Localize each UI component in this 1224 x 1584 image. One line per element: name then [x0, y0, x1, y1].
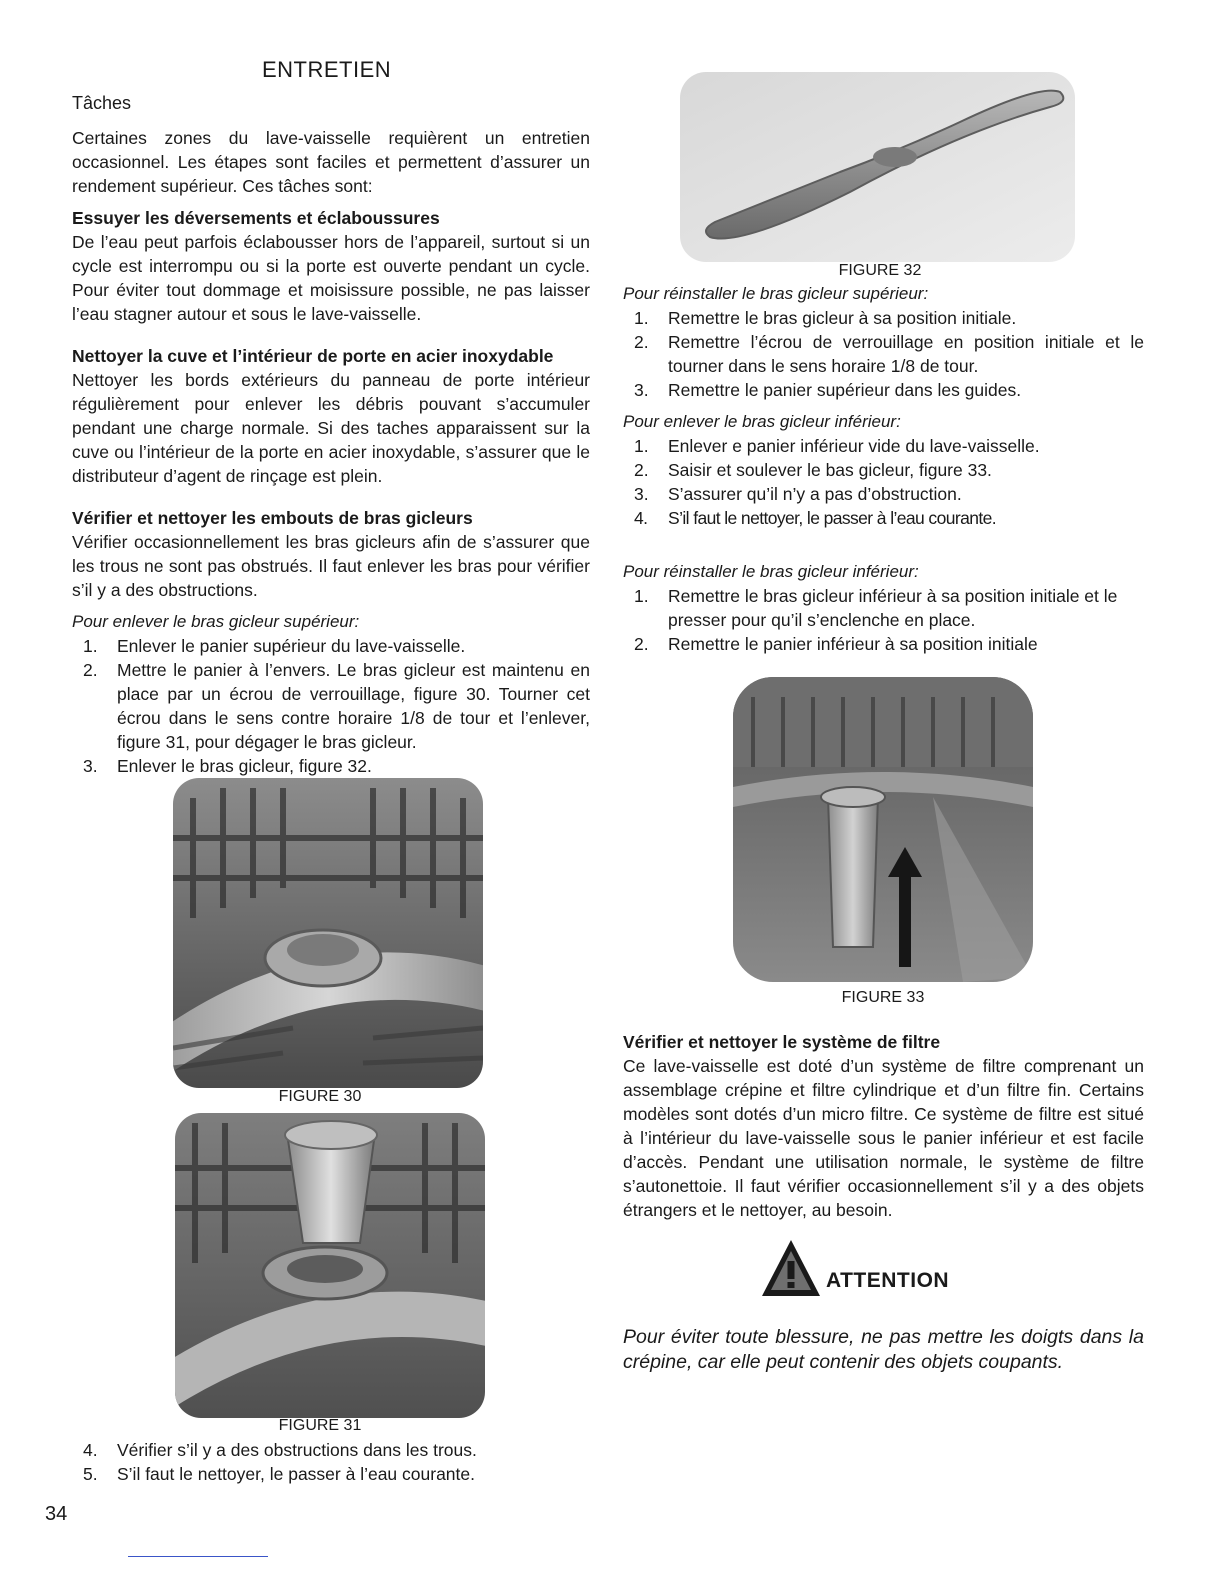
reinstall-lower-heading: Pour réinstaller le bras gicleur inférieur:	[623, 562, 919, 581]
list-item: 1. Remettre le bras gicleur inférieur à sa position initiale et le presser pour qu’il s’enclenche en place.	[634, 586, 1118, 630]
tub-paragraph: Nettoyer les bords extérieurs du panneau de porte intérieur régulièrement pour enlever les débris pouvant s’accumuler pendant une charge normale. Si des taches apparaissent sur la cuve ou l’intérieur de la porte en acier inoxydable, s’assurer que le distributeur d’agent de rinçage est plein.	[72, 370, 590, 486]
reinstall-upper-heading: Pour réinstaller le bras gicleur supérieur:	[623, 284, 929, 303]
figure-31-caption: FIGURE 31	[278, 1417, 362, 1434]
list-item: 3. Enlever le bras gicleur, figure 32.	[83, 756, 372, 776]
figure-32-image	[680, 72, 1075, 262]
figure-32-caption: FIGURE 32	[838, 262, 922, 279]
list-item: 2. Remettre l’écrou de verrouillage en position initiale et le tourner dans le sens horaire 1/8 de tour.	[634, 332, 1144, 376]
right-column-top	[623, 282, 1144, 656]
list-item: 2. Mettre le panier à l’envers. Le bras gicleur est maintenu en place par un écrou de verrouillage, figure 30. Tourner cet écrou dans le sens contre horaire 1/8 de tour et l’enlever, figure 31, pour dégager le bras gicleur.	[83, 660, 590, 752]
filter-heading: Vérifier et nettoyer le système de filtre	[623, 1032, 941, 1052]
remove-lower-steps	[623, 434, 1144, 530]
section-title: ENTRETIEN	[262, 57, 392, 82]
list-item: 4. Vérifier s’il y a des obstructions dans les trous.	[83, 1440, 477, 1460]
figure-31-image	[175, 1113, 485, 1418]
reinstall-upper-steps	[623, 306, 1144, 402]
check-holes-steps	[72, 1438, 590, 1486]
warning-text: Pour éviter toute blessure, ne pas mettre les doigts dans la crépine, car elle peut contenir des objets coupants.	[623, 1326, 1144, 1373]
remove-lower-heading: Pour enlever le bras gicleur inférieur:	[623, 412, 901, 431]
list-item: 4. S’il faut le nettoyer, le passer à l’eau courante.	[634, 508, 996, 528]
reinstall-lower-steps	[623, 584, 1144, 656]
subsection-title: Tâches	[72, 93, 132, 113]
spills-heading: Essuyer les déversements et éclaboussures	[72, 208, 440, 228]
spray-arms-heading: Vérifier et nettoyer les embouts de bras gicleurs	[72, 508, 473, 528]
attention-banner	[760, 1237, 949, 1304]
list-item: 2. Saisir et soulever le bas gicleur, figure 33.	[634, 460, 992, 480]
list-item: 3. S’assurer qu’il n’y a pas d’obstruction.	[634, 484, 962, 504]
figure-33-image	[733, 677, 1033, 982]
list-item: 5. S’il faut le nettoyer, le passer à l’eau courante.	[83, 1464, 475, 1484]
list-item: 1. Enlever e panier inférieur vide du lave-vaisselle.	[634, 436, 1040, 456]
spray-arms-paragraph: Vérifier occasionnellement les bras gicleurs afin de s’assurer que les trous ne sont pas obstrués. Il faut enlever les bras pour vérifier s’il y a des obstructions.	[72, 532, 590, 600]
list-item: 1. Enlever le panier supérieur du lave-vaisselle.	[83, 636, 466, 656]
left-column-top	[72, 126, 590, 778]
list-item: 1. Remettre le bras gicleur à sa position initiale.	[634, 308, 1017, 328]
list-item: 2. Remettre le panier inférieur à sa position initiale	[634, 634, 1038, 654]
figure-30-caption: FIGURE 30	[278, 1088, 362, 1105]
spills-paragraph: De l’eau peut parfois éclabousser hors de l’appareil, surtout si un cycle est interrompu ou si la porte est ouverte pendant un cycle. Pour éviter tout dommage et moisissure possible, ne pas laisser l’eau stagner autour et sous le lave-vaisselle.	[72, 232, 590, 324]
filter-paragraph: Ce lave-vaisselle est doté d’un système de filtre comprenant un assemblage crépine et filtre cylindrique et d’un filtre fin. Certains modèles sont dotés d’un micro filtre. Ce système de filtre est situé à l’intérieur du lave-vaisselle sous le panier inférieur et est facile d’accès. Pendant une utilisation normale, le système de filtre s’autonettoie. Il faut vérifier occasionnellement s’il y a des objets étrangers et le nettoyer, au besoin.	[623, 1056, 1144, 1220]
remove-upper-heading: Pour enlever le bras gicleur supérieur:	[72, 612, 360, 631]
warning-triangle-icon	[760, 1237, 822, 1304]
figure-30-image	[173, 778, 483, 1088]
footer-divider	[128, 1556, 268, 1557]
figure-33-caption: FIGURE 33	[841, 989, 925, 1006]
intro-paragraph: Certaines zones du lave-vaisselle requièrent un entretien occasionnel. Les étapes sont faciles et permettent d’assurer un rendement supérieur. Ces tâches sont:	[72, 128, 590, 196]
right-column-filter	[623, 1030, 1144, 1222]
attention-label: ATTENTION	[826, 1268, 950, 1292]
tub-heading: Nettoyer la cuve et l’intérieur de porte en acier inoxydable	[72, 346, 554, 366]
remove-upper-steps	[72, 634, 590, 778]
list-item: 3. Remettre le panier supérieur dans les guides.	[634, 380, 1022, 400]
left-column-bottom	[72, 1438, 590, 1486]
page-number: 34	[45, 1503, 68, 1525]
